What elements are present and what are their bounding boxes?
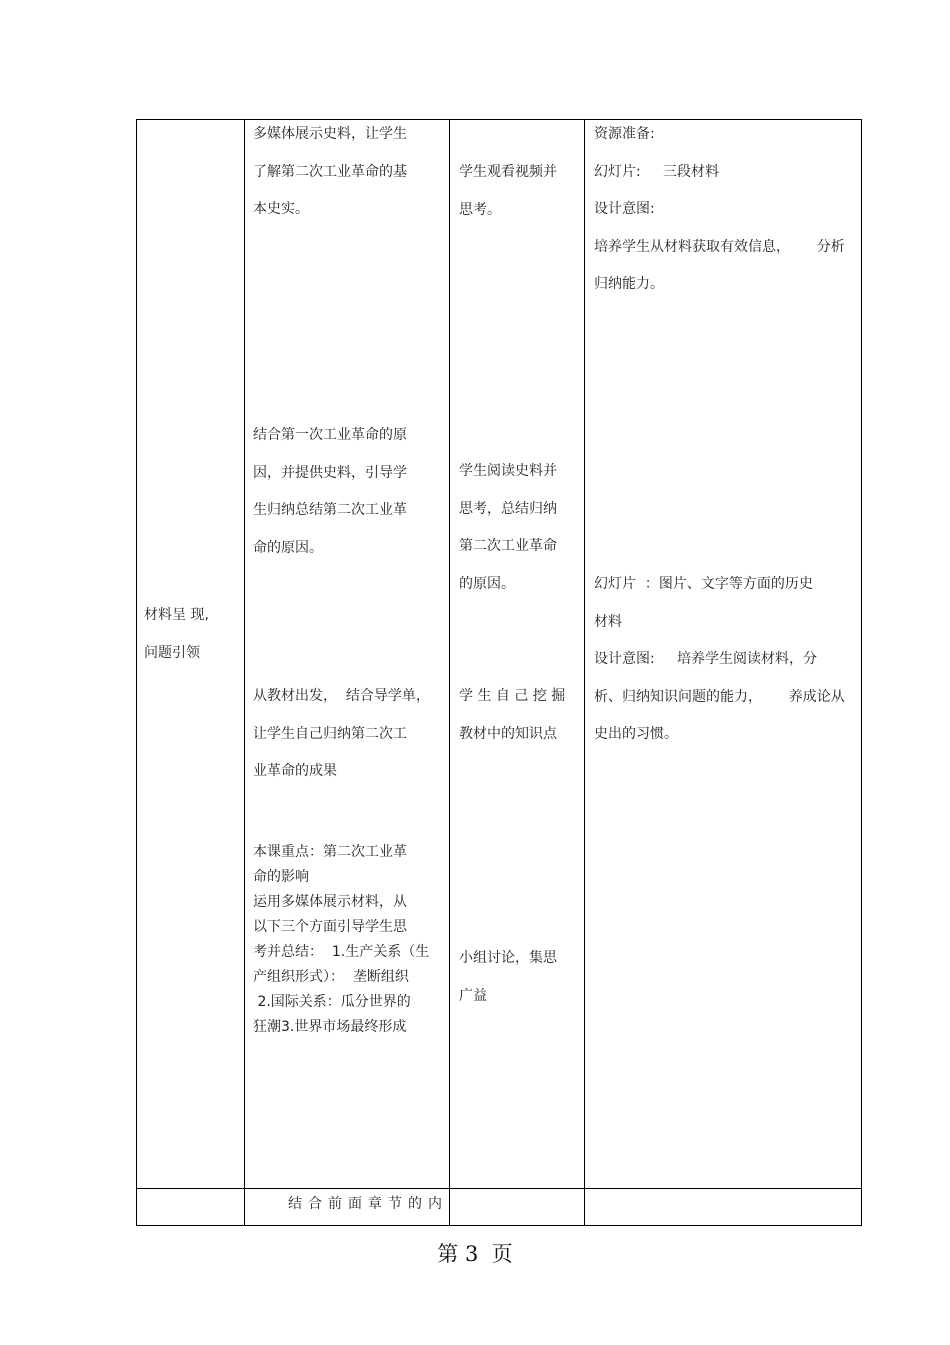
last-row-teacher-text: 结合前面章节的内 <box>288 1196 448 1212</box>
text-line: 业革命的成果 <box>253 763 337 779</box>
text-line: 让学生自己归纳第二次工 <box>253 725 407 742</box>
text-line: 学生观看视频并 <box>459 164 557 180</box>
text-line: 学 生 自 己 挖 掘 <box>459 688 566 704</box>
text-line: 设计意图: 培养学生阅读材料，分 <box>594 651 817 667</box>
text-line: 幻灯片 ：图片、文字等方面的历史 <box>594 576 813 592</box>
student-activity-1 <box>459 154 557 229</box>
text-line: 多媒体展示史料，让学生 <box>253 126 407 142</box>
table-divider-3 <box>584 119 585 1226</box>
text-line: 本课重点：第二次工业革 <box>253 844 407 860</box>
text-line: 命的原因。 <box>253 539 323 556</box>
student-activity-2 <box>459 453 557 603</box>
resource-note-2 <box>594 566 845 754</box>
student-activity-3 <box>459 678 565 753</box>
text-line: 的原因。 <box>459 575 515 592</box>
text-line: 思考。 <box>459 201 501 218</box>
text-line: 以下三个方面引导学生思 <box>253 919 407 935</box>
text-line: 归纳能力。 <box>594 276 664 292</box>
teacher-activity-1 <box>253 116 407 229</box>
teacher-activity-3 <box>253 678 430 791</box>
text-line: 因，并提供史料，引导学 <box>253 464 407 481</box>
row-label-line: 问题引领 <box>144 644 200 661</box>
text-line: 资源准备: <box>594 126 655 142</box>
table-border-right <box>861 119 862 1226</box>
page-number: 第 3 页 <box>437 1242 513 1266</box>
text-line: 思考，总结归纳 <box>459 500 557 517</box>
table-border-left <box>136 119 137 1226</box>
table-row-divider <box>136 1188 862 1189</box>
student-activity-4 <box>459 940 557 1015</box>
text-line: 运用多媒体展示材料，从 <box>253 894 407 910</box>
text-line: 幻灯片: 三段材料 <box>594 163 719 180</box>
text-line: 从教材出发， 结合导学单， <box>253 688 430 704</box>
text-line: 小组讨论，集思 <box>459 950 557 966</box>
table-divider-1 <box>244 119 245 1226</box>
text-line: 产组织形式）： 垄断组织 <box>253 969 409 985</box>
teacher-activity-2 <box>253 417 407 567</box>
text-line: 2.国际关系：瓜分世界的 <box>253 994 411 1010</box>
text-line: 命的影响 <box>253 869 309 885</box>
text-line: 生归纳总结第二次工业革 <box>253 502 407 518</box>
table-divider-2 <box>449 119 450 1226</box>
resource-note-1 <box>594 116 845 304</box>
text-line: 史出的习惯。 <box>594 726 678 742</box>
text-line: 教材中的知识点 <box>459 725 557 742</box>
text-line: 广益 <box>459 987 487 1004</box>
text-line: 结合第一次工业革命的原 <box>253 427 407 443</box>
text-line: 考并总结： 1.生产关系（生 <box>253 944 430 960</box>
row-label-line: 材料呈 现, <box>144 607 209 623</box>
text-line: 了解第二次工业革命的基 <box>253 163 407 180</box>
row-label-cell <box>144 597 209 672</box>
text-line: 培养学生从材料获取有效信息， 分析 <box>594 238 845 255</box>
table-border-bottom <box>136 1225 862 1226</box>
teacher-activity-4 <box>253 840 429 1040</box>
text-line: 本史实。 <box>253 201 309 217</box>
text-line: 学生阅读史料并 <box>459 463 557 479</box>
text-line: 狂潮3.世界市场最终形成 <box>253 1019 407 1035</box>
text-line: 设计意图: <box>594 201 655 217</box>
text-line: 第二次工业革命 <box>459 538 557 554</box>
text-line: 材料 <box>594 613 622 630</box>
text-line: 析、归纳知识问题的能力， 养成论从 <box>594 688 845 705</box>
